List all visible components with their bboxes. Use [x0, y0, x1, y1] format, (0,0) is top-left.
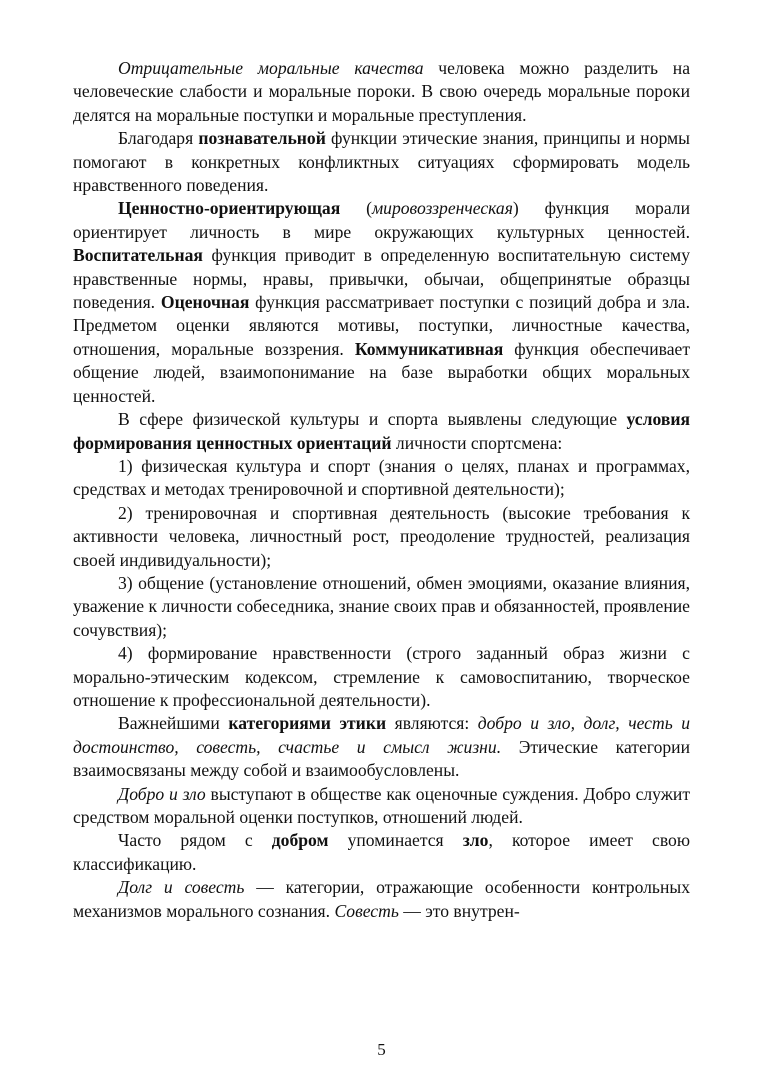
paragraph-moral-functions — [73, 197, 690, 408]
paragraph-good-and-evil — [73, 783, 690, 830]
italic-term: Отрицательные моральные качества — [118, 58, 424, 78]
text-span: функция приводит в определенную воспитательную систему нравственные нормы, нравы, привычки, обычаи, общепринятые образцы поведения. — [73, 245, 690, 313]
list-item: 2) тренировочная и спортивная деятельность (высокие требования к активности человека, личностный рост, преодоление трудностей, реализация своей индивидуальности); — [73, 502, 690, 570]
text-span: функция рассматривает поступки с позиций добра и зла. Предметом оценки являются мотивы, поступки, личностные качества, отношения, моральные воззрения. — [73, 292, 690, 359]
text-span: , которое имеет свою классификацию. — [73, 830, 690, 874]
text-span: функция обеспечивает общение людей, взаимопонимание на базе выработки общих моральных ценностей. — [73, 338, 691, 406]
paragraph-evil-classification — [73, 829, 690, 876]
paragraph-cognitive-function — [73, 127, 690, 197]
text-span: ) функция морали ориентирует личность в мире окружающих культурных ценностей. — [73, 198, 690, 242]
document-page — [73, 57, 690, 923]
text-span: В сфере физической культуры и спорта выявлены следующие — [118, 409, 627, 430]
text-span: Этические категории взаимосвязаны между собой и взаимообусловлены. — [73, 736, 691, 781]
italic-term: добро и зло, долг, честь и достоинство, совесть, счастье и смысл жизни. — [73, 713, 691, 757]
bold-term: Воспитательная — [73, 245, 203, 266]
bold-term: категориями этики — [228, 713, 387, 734]
text-span: выступают в обществе как оценочные суждения. Добро служит средством моральной оценки поступков, отношений людей. — [73, 783, 691, 827]
paragraph-ethics-categories — [73, 712, 690, 782]
text-span: упоминается — [328, 830, 463, 851]
italic-term: Долг и совесть — [118, 877, 245, 898]
text-span: являются: — [386, 713, 478, 734]
text-span: Важнейшими — [118, 713, 229, 734]
text-span: функции этические знания, принципы и нормы помогают в конкретных конфликтных ситуациях сформировать модель нравственного поведения. — [73, 128, 690, 196]
paragraph-sport-conditions — [73, 408, 690, 455]
list-item: 4) формирование нравственности (строго заданный образ жизни с морально-этическим кодексом, стремление к самовоспитанию, творческое отношение к профессиональной деятельности). — [73, 643, 690, 710]
text-span: Благодаря — [118, 128, 199, 149]
text-span: — категории, отражающие особенности контрольных механизмов морального сознания. — [73, 877, 690, 921]
italic-term: Добро и зло — [118, 783, 206, 804]
text-span: ( — [340, 198, 372, 219]
paragraph-negative-qualities — [73, 57, 690, 127]
text-span: — это внутрен- — [398, 900, 520, 921]
list-item: 3) общение (установление отношений, обмен эмоциями, оказание влияния, уважение к личности собеседника, знание своих прав и обязанностей, проявление сочувствия); — [73, 572, 690, 640]
text-span: личности спортсмена: — [391, 432, 563, 453]
bold-term: познавательной — [198, 128, 326, 149]
paragraph-duty-conscience — [73, 876, 690, 923]
bold-term: Ценностно-ориентирующая — [118, 198, 341, 219]
italic-term: Совесть — [334, 900, 399, 921]
bold-term: Оценочная — [160, 292, 250, 313]
bold-term: зло — [462, 830, 489, 851]
page-number: 5 — [377, 1040, 386, 1059]
bold-term: условия формирования ценностных ориентаций — [73, 409, 690, 453]
bold-term: Коммуникативная — [354, 338, 504, 359]
list-item: 1) физическая культура и спорт (знания о целях, планах и программах, средствах и методах тренировочной и спортивной деятельности); — [73, 455, 690, 500]
bold-term: добром — [271, 830, 329, 851]
text-span: человека можно разделить на человеческие слабости и моральные пороки. В свою очередь моральные пороки делятся на моральные поступки и моральные преступления. — [73, 58, 690, 125]
italic-term: мировоззренческая — [371, 198, 513, 219]
text-span: Часто рядом с — [118, 830, 272, 851]
